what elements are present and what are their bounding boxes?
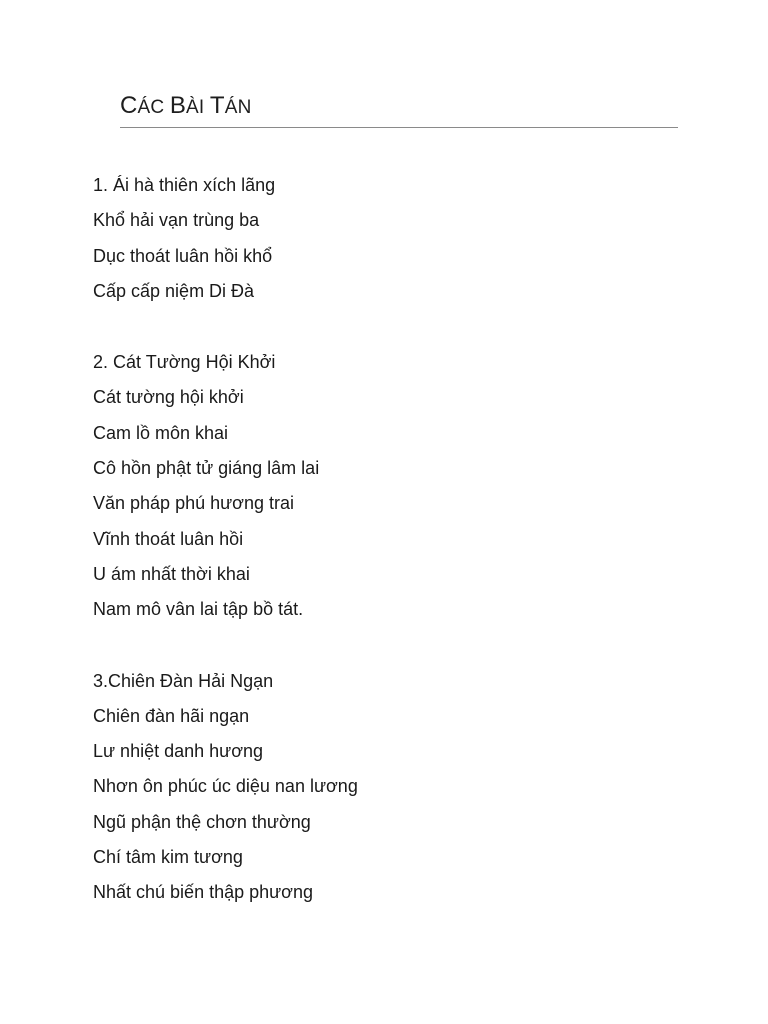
title-part: T <box>209 92 225 119</box>
chant-line: Cát tường hội khởi <box>93 387 244 408</box>
chant-heading: 3.Chiên Đàn Hải Ngạn <box>93 670 274 691</box>
chant-line: Lư nhiệt danh hương <box>93 741 264 762</box>
chant-heading: 2. Cát Tường Hội Khởi <box>93 352 276 373</box>
chant-line: Nhơn ôn phúc úc diệu nan lương <box>93 776 358 797</box>
page-title <box>120 92 252 120</box>
chant-stanza-2 <box>93 345 693 627</box>
chant-line: Nam mô vân lai tập bồ tát. <box>93 599 304 620</box>
chant-line: Ngũ phận thệ chơn thường <box>93 811 311 832</box>
chant-line: Dục thoát luân hồi khổ <box>93 245 273 266</box>
chant-line: Chiên đàn hãi ngạn <box>93 705 250 726</box>
chant-line: Khổ hải vạn trùng ba <box>93 210 260 231</box>
chant-stanza-1 <box>93 168 693 309</box>
chant-line: U ám nhất thời khai <box>93 563 250 584</box>
chant-line: Nhất chú biến thập phương <box>93 882 314 903</box>
title-part: ÁC <box>137 97 170 118</box>
chant-list <box>93 168 693 947</box>
chant-line: Cô hồn phật tử giáng lâm lai <box>93 458 320 479</box>
chant-line: Cam lồ môn khai <box>93 422 229 443</box>
title-part: B <box>169 92 187 119</box>
chant-heading: 1. Ái hà thiên xích lãng <box>93 175 276 195</box>
title-underline-divider <box>120 127 678 128</box>
title-part: C <box>120 92 138 119</box>
chant-line: Chí tâm kim tương <box>93 847 243 868</box>
chant-line: Vĩnh thoát luân hồi <box>93 528 244 549</box>
chant-line: Văn pháp phú hương trai <box>93 493 294 514</box>
title-part: ÁN <box>224 97 252 118</box>
chant-stanza-3 <box>93 664 693 911</box>
chant-line: Cấp cấp niệm Di Đà <box>93 280 255 301</box>
title-part: ÀI <box>186 97 210 118</box>
